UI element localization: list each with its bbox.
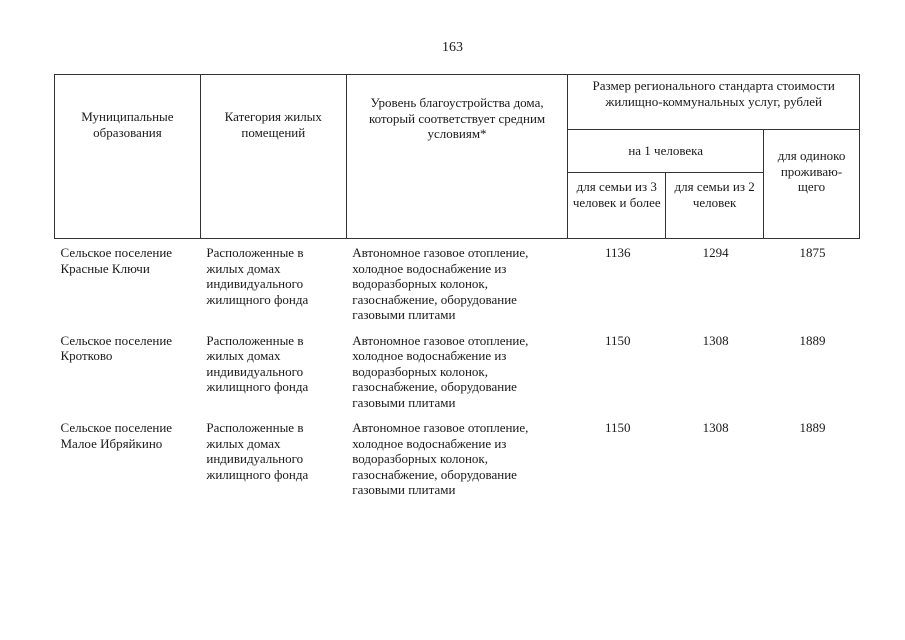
header-category: Категория жилых помещений (200, 75, 346, 239)
header-family-3: для семьи из 3 человек и более (568, 173, 666, 239)
housing-cost-standard-table (54, 74, 860, 508)
header-per-person: на 1 человека (568, 130, 764, 173)
cell-level: Автономное газовое отопление, холодное водоснабжение из водоразборных колонок, газоснабжение, оборудование газовыми плитами (352, 245, 529, 322)
cell-municipality: Сельское поселение Кротково (60, 332, 173, 363)
cell-municipality: Сельское поселение Малое Ибряйкино (60, 420, 173, 451)
cell-level: Автономное газовое отопление, холодное водоснабжение из водоразборных колонок, газоснабжение, оборудование газовыми плитами (352, 420, 529, 497)
cell-single: 1875 (799, 245, 826, 260)
cell-family-2: 1308 (702, 420, 729, 435)
cell-family-3: 1150 (605, 332, 631, 348)
header-family-2: для семьи из 2 человек (666, 173, 764, 239)
cell-family-3: 1150 (605, 420, 631, 435)
cell-municipality: Сельское поселение Красные Ключи (60, 245, 173, 276)
cell-level: Автономное газовое отопление, холодное водоснабжение из водоразборных колонок, газоснабжение, оборудование газовыми плитами (352, 332, 529, 410)
page-number: 163 (442, 40, 463, 55)
cell-category: Расположенные в жилых домах индивидуального жилищного фонда (206, 332, 309, 394)
cell-family-2: 1308 (702, 332, 729, 348)
header-municipality: Муниципальные образования (55, 75, 201, 239)
cell-single: 1889 (799, 420, 826, 435)
cell-category: Расположенные в жилых домах индивидуального жилищного фонда (206, 420, 309, 482)
table-row (55, 420, 860, 508)
table-row (55, 239, 860, 333)
header-standard-group: Размер регионального стандарта стоимости жилищно-коммунальных услуг, рублей (568, 75, 860, 130)
cell-category: Расположенные в жилых домах индивидуального жилищного фонда (206, 245, 309, 307)
table-row (55, 333, 860, 421)
header-single: для одиноко проживаю-щего (764, 130, 860, 239)
cell-single: 1889 (799, 332, 826, 348)
header-level: Уровень благоустройства дома, который соответствует средним условиям* (346, 75, 568, 239)
cell-family-2: 1294 (702, 245, 729, 260)
cell-family-3: 1136 (605, 245, 631, 260)
